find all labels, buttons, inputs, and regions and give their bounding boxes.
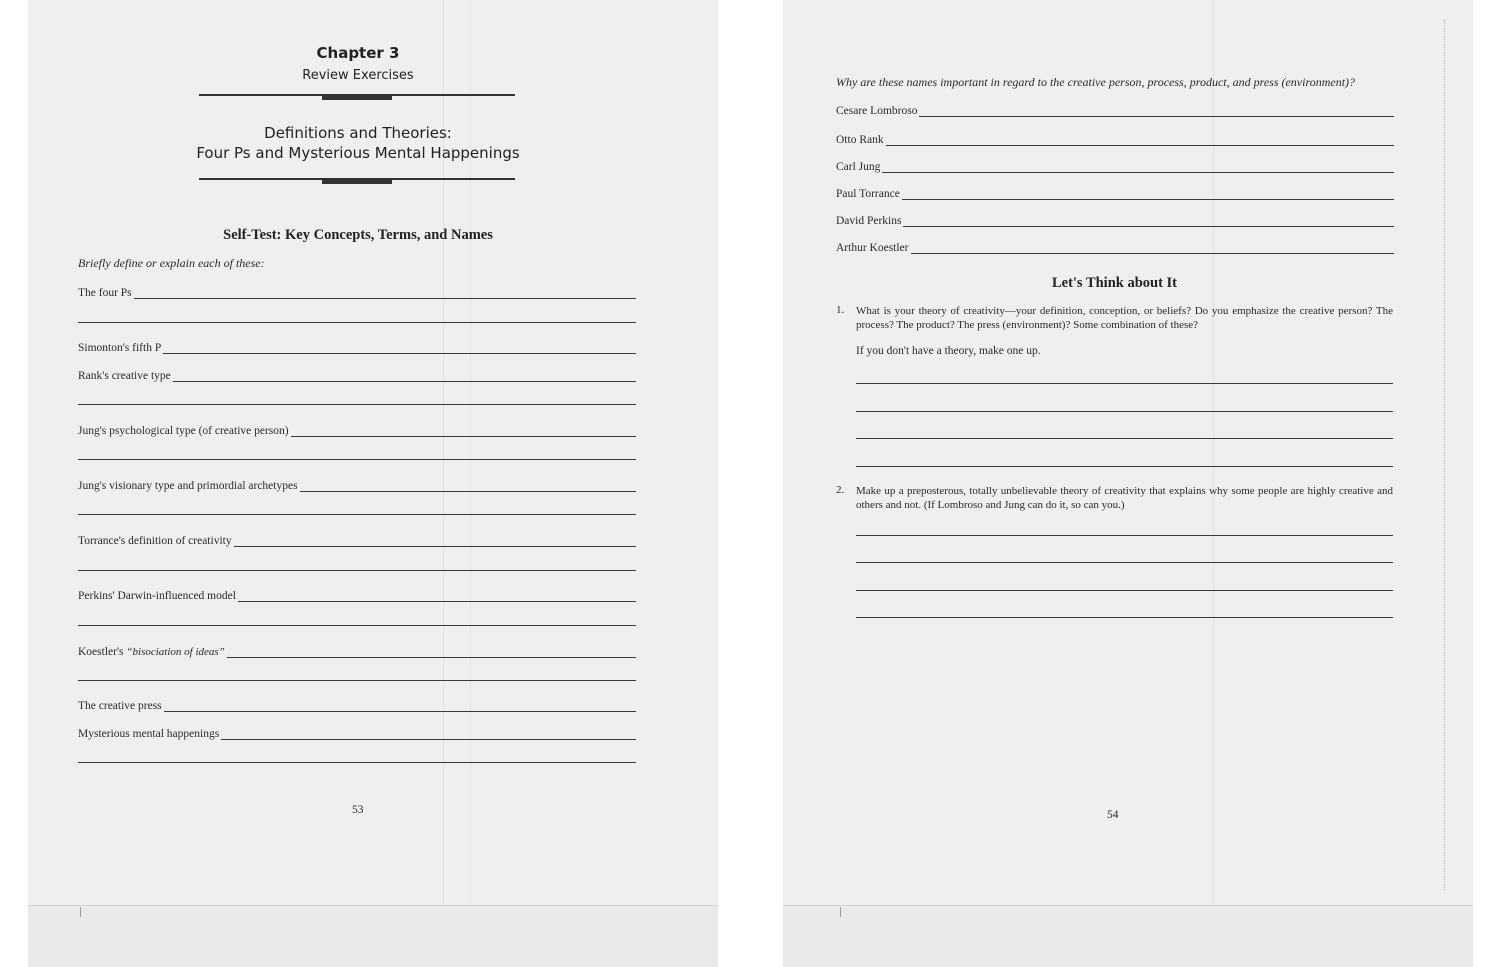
answer-line [903,214,1394,227]
names-question: Why are these names important in regard to the creative person, process, product, and press (environment)? [836,75,1356,89]
scan-tick [80,907,81,917]
question-text: Make up a preposterous, totally unbelievable theory of creativity that explains why some people are highly creative and others and not. (If Lombroso and Jung can do it, so can you.) [856,485,1393,511]
answer-line[interactable] [78,459,636,460]
question-text: What is your theory of creativity—your definition, conception, or beliefs? Do you emphasize the creative person? The process? The product? The press (environment)? Some combination of these? [856,305,1393,331]
answer-line [300,479,636,492]
chapter-heading: Chapter 3 [316,44,400,62]
term-mysterious-mental-happenings[interactable] [78,724,636,740]
title-rule-top-accent [322,95,392,100]
name-label: Arthur Koestler [836,242,909,254]
term-torrance-definition[interactable] [78,531,636,547]
answer-line [919,104,1394,117]
name-rank[interactable] [836,130,1394,146]
answer-line [164,699,636,712]
answer-line[interactable] [78,514,636,515]
answer-line [238,589,636,602]
answer-line[interactable] [78,762,636,763]
question-number: 2. [836,484,845,496]
page-bottom-strip [28,905,718,967]
answer-line[interactable] [856,562,1393,563]
term-label: Mysterious mental happenings [78,728,220,740]
term-label: The creative press [78,700,162,712]
name-lombroso[interactable] [836,101,1394,117]
answer-line[interactable] [856,438,1393,439]
term-label-italic: “bisociation of ideas” [126,646,225,658]
term-jung-visionary-type[interactable] [78,476,636,492]
answer-line[interactable] [78,625,636,626]
page-edge-marks [1444,20,1445,890]
lets-think-heading: Let's Think about It [1051,275,1178,291]
term-koestler-bisociation[interactable] [78,642,636,658]
page-number: 53 [352,804,364,816]
answer-line[interactable] [856,411,1393,412]
name-label: Carl Jung [836,161,881,173]
term-four-ps[interactable] [78,283,636,299]
answer-line[interactable] [856,535,1393,536]
answer-line[interactable] [78,570,636,571]
answer-line [173,369,636,382]
answer-line [882,160,1394,173]
answer-line [902,187,1394,200]
name-label: Paul Torrance [836,188,900,200]
name-torrance[interactable] [836,184,1394,200]
term-label: Simonton's fifth P [78,342,162,354]
question-number: 1. [836,304,845,316]
title-rule-bottom-accent [322,179,392,184]
name-koestler[interactable] [836,238,1394,254]
answer-line [134,286,636,299]
question-followup: If you don't have a theory, make one up. [856,345,1041,357]
answer-line[interactable] [78,404,636,405]
chapter-title-line-2: Four Ps and Mysterious Mental Happenings [196,144,520,162]
term-label [78,646,225,658]
term-label: Rank's creative type [78,370,171,382]
answer-line [291,424,636,437]
term-perkins-model[interactable] [78,586,636,602]
page-number: 54 [1107,809,1119,821]
left-page [28,0,718,967]
answer-line[interactable] [78,322,636,323]
answer-line [221,727,636,740]
answer-line [234,534,636,547]
name-label: David Perkins [836,215,902,227]
answer-line[interactable] [856,590,1393,591]
term-label: The four Ps [78,287,132,299]
term-label: Torrance's definition of creativity [78,535,232,547]
term-simonton-fifth-p[interactable] [78,338,636,354]
term-label: Perkins' Darwin-influenced model [78,590,236,602]
answer-line [163,341,636,354]
answer-line [227,645,636,658]
name-jung[interactable] [836,157,1394,173]
answer-line [886,133,1394,146]
name-perkins[interactable] [836,211,1394,227]
answer-line[interactable] [78,680,636,681]
term-rank-creative-type[interactable] [78,366,636,382]
name-label: Cesare Lombroso [836,105,918,117]
scan-tick [840,907,841,917]
name-label: Otto Rank [836,134,884,146]
answer-line [911,241,1395,254]
term-creative-press[interactable] [78,696,636,712]
answer-line[interactable] [856,617,1393,618]
instructions: Briefly define or explain each of these: [78,256,265,270]
answer-line[interactable] [856,466,1393,467]
term-label: Jung's psychological type (of creative person) [78,425,289,437]
term-label: Jung's visionary type and primordial archetypes [78,480,298,492]
term-jung-psychological-type[interactable] [78,421,636,437]
chapter-title-line-1: Definitions and Theories: [264,124,452,142]
answer-line[interactable] [856,383,1393,384]
review-exercises-subtitle: Review Exercises [302,68,414,83]
self-test-heading: Self-Test: Key Concepts, Terms, and Names [223,227,493,243]
right-page [783,0,1473,967]
term-label-text: Koestler's [78,646,127,658]
page-bottom-strip [783,905,1473,967]
